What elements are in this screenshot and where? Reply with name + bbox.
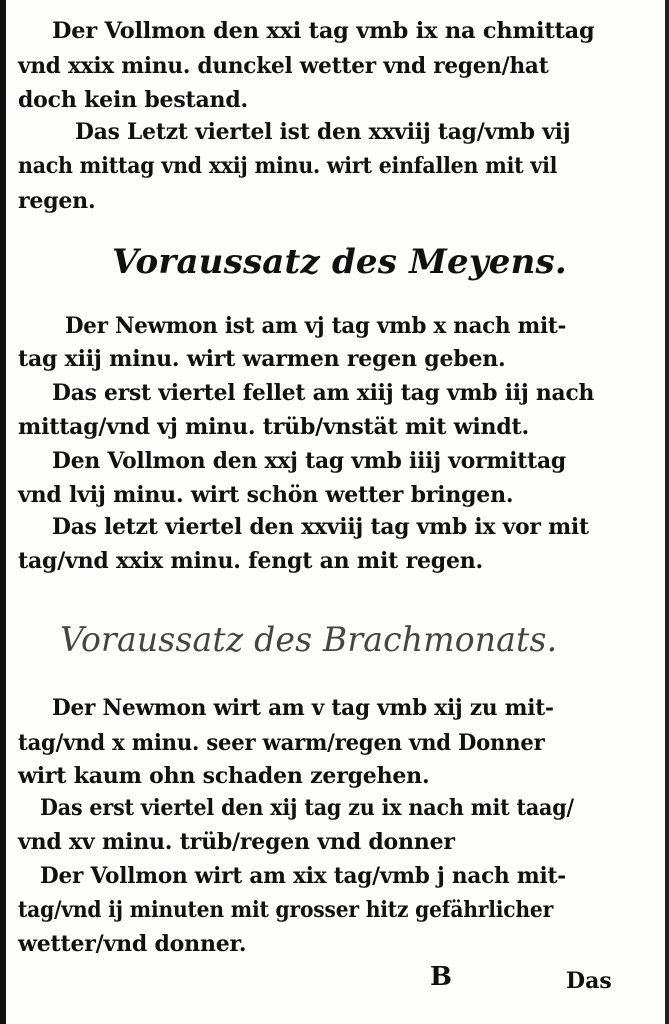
text-line: Der Newmon wirt am v tag vmb xij zu mit- xyxy=(52,695,554,721)
text-line: mittag/vnd vj minu. trüb/vnstät mit windt. xyxy=(18,414,529,440)
catchword: Das xyxy=(566,968,612,994)
page-edge-left xyxy=(0,0,6,1024)
text-line: Der Newmon ist am vj tag vmb x nach mit- xyxy=(65,313,567,339)
text-line: tag xiij minu. wirt warmen regen geben. xyxy=(18,346,506,372)
text-line: tag/vnd ij minuten mit grosser hitz gefährlicher xyxy=(18,897,554,923)
text-line: wetter/vnd donner. xyxy=(18,931,247,957)
text-line: Das erst viertel fellet am xiij tag vmb iij nach xyxy=(52,380,595,406)
section-heading: Voraussatz des Meyens. xyxy=(112,242,567,282)
page-edge-right xyxy=(665,0,669,1024)
text-line: Das letzt viertel den xxviij tag vmb ix vor mit xyxy=(52,514,589,540)
text-line: vnd lvij minu. wirt schön wetter bringen. xyxy=(18,482,514,508)
text-line: tag/vnd xxix minu. fengt an mit regen. xyxy=(18,548,484,574)
section-heading: Voraussatz des Brachmonats. xyxy=(60,620,558,660)
text-line: Der Vollmon wirt am xix tag/vmb j nach mit- xyxy=(40,863,566,889)
text-line: wirt kaum ohn schaden zergehen. xyxy=(18,763,430,789)
text-line: Der Vollmon den xxi tag vmb ix na chmittag xyxy=(52,18,595,44)
text-line: vnd xxix minu. dunckel wetter vnd regen/hat xyxy=(18,53,549,79)
text-line: Das erst viertel den xij tag zu ix nach mit taag/ xyxy=(40,795,574,821)
text-line: Den Vollmon den xxj tag vmb iiij vormittag xyxy=(52,448,566,474)
text-line: doch kein bestand. xyxy=(18,87,248,113)
text-line: vnd xv minu. trüb/regen vnd donner xyxy=(18,829,455,855)
text-line: tag/vnd x minu. seer warm/regen vnd Donner xyxy=(18,730,545,756)
text-line: regen. xyxy=(18,188,96,214)
text-line: nach mittag vnd xxij minu. wirt einfallen mit vil xyxy=(18,153,558,179)
text-line: Das Letzt viertel ist den xxviij tag/vmb vij xyxy=(75,119,571,145)
signature-mark: B xyxy=(430,962,452,992)
